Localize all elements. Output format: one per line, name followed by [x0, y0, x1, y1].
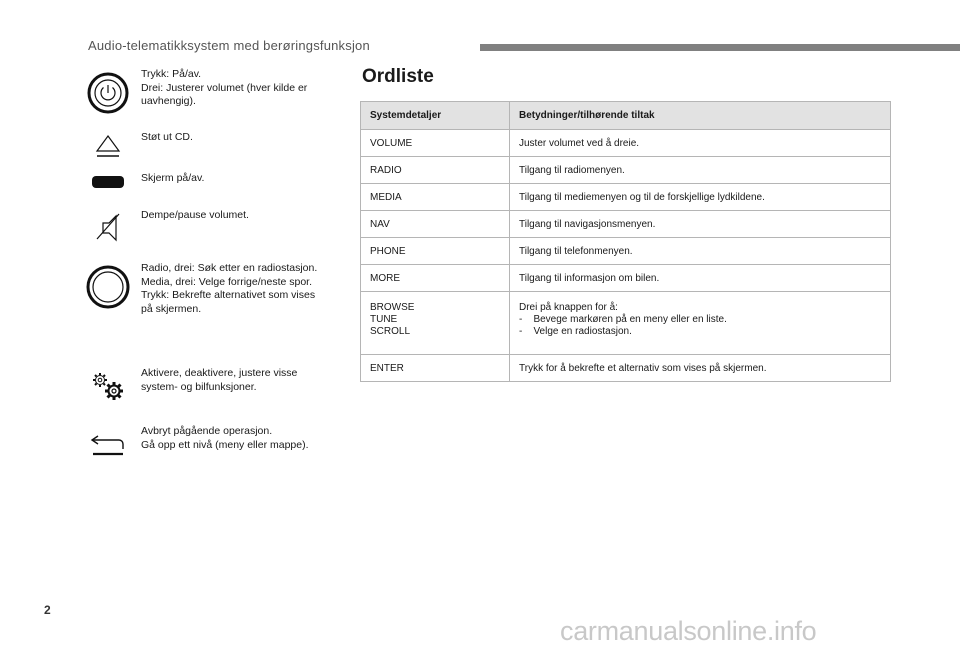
row-key: ENTER — [361, 355, 510, 382]
row-key: MORE — [361, 265, 510, 292]
control-line: Trykk: Bekrefte alternativet som vises — [141, 289, 316, 301]
control-line: Støt ut CD. — [141, 131, 193, 143]
table-row — [361, 355, 891, 382]
key-line: SCROLL — [370, 326, 411, 337]
row-key: MEDIA — [361, 184, 510, 211]
row-meaning: Tilgang til mediemenyen og til de forskjellige lydkildene. — [510, 184, 891, 211]
row-key — [361, 292, 510, 355]
table-row — [361, 265, 891, 292]
control-line: Gå opp ett nivå (meny eller mappe). — [141, 438, 309, 451]
eject-icon — [78, 131, 138, 161]
control-line: Media, drei: Velge forrige/neste spor. — [141, 275, 313, 288]
control-line: Trykk: På/av. — [141, 68, 202, 80]
table-row — [361, 292, 891, 355]
control-line: Drei: Justerer volumet (hver kilde er — [141, 81, 308, 94]
table-row — [361, 211, 891, 238]
control-description — [141, 172, 341, 186]
table-row — [361, 157, 891, 184]
meaning-line: - Bevege markøren på en meny eller en liste. — [519, 314, 727, 325]
key-line: BROWSE — [370, 302, 415, 313]
back-arrow-icon — [78, 425, 138, 461]
control-line: Aktivere, deaktivere, justere visse — [141, 367, 298, 379]
row-key: NAV — [361, 211, 510, 238]
control-line: system- og bilfunksjoner. — [141, 380, 257, 393]
page-number: 2 — [44, 603, 51, 617]
meaning-line: Drei på knappen for å: — [519, 302, 618, 313]
row-key: VOLUME — [361, 130, 510, 157]
control-description — [141, 68, 341, 109]
row-meaning: Tilgang til informasjon om bilen. — [510, 265, 891, 292]
row-meaning: Trykk for å bekrefte et alternativ som vises på skjermen. — [510, 355, 891, 382]
control-description — [141, 425, 341, 452]
control-line: Dempe/pause volumet. — [141, 209, 249, 221]
row-meaning: Tilgang til radiomenyen. — [510, 157, 891, 184]
table-row — [361, 238, 891, 265]
control-line: Radio, drei: Søk etter en radiostasjon. — [141, 262, 318, 274]
row-key: PHONE — [361, 238, 510, 265]
row-meaning: Tilgang til telefonmenyen. — [510, 238, 891, 265]
control-description — [141, 131, 341, 145]
control-line: uavhengig). — [141, 95, 196, 107]
settings-gears-icon — [78, 367, 138, 405]
glossary-title: Ordliste — [362, 66, 434, 87]
column-header-system-details: Systemdetaljer — [361, 102, 510, 130]
meaning-line: - Velge en radiostasjon. — [519, 326, 632, 337]
table-row — [361, 184, 891, 211]
control-description — [141, 367, 341, 394]
watermark: carmanualsonline.info — [560, 616, 817, 646]
row-meaning — [510, 292, 891, 355]
document-header-title: Audio-telematikksystem med berøringsfunksjon — [88, 38, 370, 53]
power-knob-icon — [78, 68, 138, 118]
glossary-table — [360, 101, 891, 382]
column-header-meanings: Betydninger/tilhørende tiltak — [510, 102, 891, 130]
mute-speaker-icon — [78, 209, 138, 247]
control-description — [141, 262, 341, 316]
control-line: Avbryt pågående operasjon. — [141, 425, 273, 437]
control-line: på skjermen. — [141, 302, 202, 315]
row-meaning: Juster volumet ved å dreie. — [510, 130, 891, 157]
rotary-knob-icon — [78, 262, 138, 312]
header-bar — [480, 44, 960, 51]
screen-toggle-icon — [78, 172, 138, 192]
table-row — [361, 130, 891, 157]
row-key: RADIO — [361, 157, 510, 184]
table-header-row — [361, 102, 891, 130]
key-line: TUNE — [370, 314, 398, 325]
control-line: Skjerm på/av. — [141, 172, 205, 184]
row-meaning: Tilgang til navigasjonsmenyen. — [510, 211, 891, 238]
control-description — [141, 209, 341, 223]
